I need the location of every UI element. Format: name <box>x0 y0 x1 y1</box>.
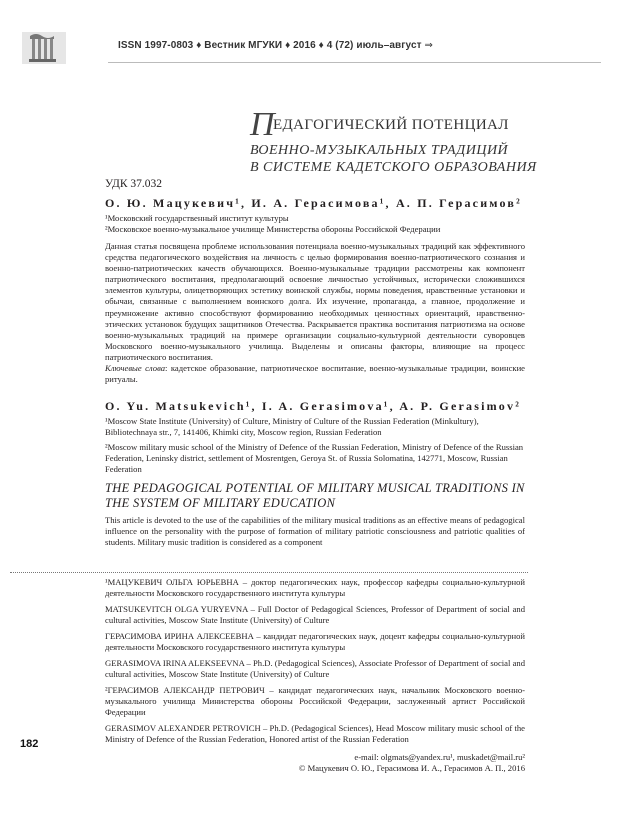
copyright-line: © Мацукевич О. Ю., Герасимова И. А., Герасимов А. П., 2016 <box>298 763 525 773</box>
affiliation-en-2: ²Moscow military music school of the Ministry of Defence of the Russian Federation, Ministry of Defence of the Russian Federation, Leninsky district, settlement of Mosrentgen, Geroya St. of Russia Solomatina, 142771, Moscow, Russian Federation <box>105 442 524 475</box>
note-matsukevich-en: MATSUKEVITCH OLGA YURYEVNA – Full Doctor of Pedagogical Sciences, Professor of Department of social and cultural activities, Moscow State Institute (University) of Culture <box>105 604 525 625</box>
affiliation-ru-2: ²Московское военно-музыкальное училище Министерства обороны Российской Федерации <box>105 224 441 234</box>
journal-header <box>14 26 604 74</box>
journal-header-text <box>118 40 433 51</box>
keywords-text: : кадетское образование, патриотическое воспитание, военно-музыкальные традиции, воинские ритуалы. <box>105 363 525 385</box>
note-gerasimova-en: GERASIMOVA IRINA ALEKSEEVNA – Ph.D. (Pedagogical Sciences), Associate Professor of Department of social and cultural activities, Moscow State Institute (University) of Culture <box>105 658 525 679</box>
title-initial: П <box>250 106 275 143</box>
title-en: THE PEDAGOGICAL POTENTIAL OF MILITARY MUSICAL TRADITIONS IN THE SYSTEM OF MILITARY EDUCATION <box>105 481 525 511</box>
note-gerasimova-ru: ГЕРАСИМОВА ИРИНА АЛЕКСЕЕВНА – кандидат педагогических наук, доцент кафедры социально-культурной деятельности Московского государственного института культуры <box>105 631 525 652</box>
affiliation-en-1: ¹Moscow State Institute (University) of Culture, Ministry of Culture of the Russian Federation (Minkultury), Bibliotechnaya str., 7, 141406, Khimki city, Moscow region, Russian Federation <box>105 416 479 438</box>
arrow-right-icon: ⇒ <box>424 40 433 51</box>
note-gerasimov-ru: ²ГЕРАСИМОВ АЛЕКСАНДР ПЕТРОВИЧ – кандидат педагогических наук, начальник Московского военно-музыкального училища Министерства обороны Российской Федерации, заслуженный артист Российской Федерации <box>105 685 525 717</box>
affiliation-ru-1: ¹Московский государственный институт культуры <box>105 213 289 223</box>
abstract-en: This article is devoted to the use of the capabilities of the military musical traditions as an effective means of pedagogical influence on the personality with the purpose of formation of military patriotic consciousness and patriotic qualities of students. Military music tradition is considered as a component <box>105 515 525 548</box>
keywords-label: Ключевые слова <box>105 363 166 374</box>
title-line-1 <box>250 108 550 142</box>
authors-ru: О. Ю. Мацукевич¹, И. А. Герасимова¹, А. П. Герасимов² <box>105 196 522 210</box>
title-line-1-rest: ЕДАГОГИЧЕСКИЙ ПОТЕНЦИАЛ <box>272 117 509 133</box>
note-matsukevich-ru: ¹МАЦУКЕВИЧ ОЛЬГА ЮРЬЕВНА – доктор педагогических наук, профессор кафедры социально-культурной деятельности Московского государственного института культуры <box>105 577 525 598</box>
article-body <box>105 178 525 549</box>
author-notes <box>105 577 525 750</box>
article-title <box>250 108 550 176</box>
note-gerasimov-en: GERASIMOV ALEXANDER PETROVICH – Ph.D. (Pedagogical Sciences), Head Moscow military music school of the Ministry of Defence of the Russian Federation, Honored artist of the Russian Federation <box>105 723 525 744</box>
abstract-ru: Данная статья посвящена проблеме использования потенциала военно-музыкальных традиций как эффективного средства педагогического воздействия на личность с целью формирования военно-патриотического сознания и военно-патриотических качеств обучающихся. Военно-музыкальные традиции рассмотрены как компонент патриотического воспитания, предполагающий освоение личностью устойчивых, исторически сложившихся элементов культуры, олицетворяющих эстетику воинской службы, нормы поведения, нравственные установки и обычаи, связанные с выполнением воинского долга. Их изучение, пропаганда, а главное, продолжение и преумножение активно способствуют формированию необходимых ценностных ориентаций, нравственно-этических установок будущих защитников Отечества. Раскрывается практика воспитания патриотизма на основе военно-музыкальных традиций на примере организации социально-культурной деятельности суворовцев Московского военно-музыкального училища. Выделены и описаны факторы, влияющие на процесс патриотического воспитания. <box>105 241 525 362</box>
title-line-2: ВОЕННО-МУЗЫКАЛЬНЫХ ТРАДИЦИЙ <box>250 143 509 158</box>
keywords-ru <box>105 363 525 385</box>
footnote-separator <box>10 572 528 573</box>
authors-en: O. Yu. Matsukevich¹, I. A. Gerasimova¹, A. P. Gerasimov² <box>105 399 521 414</box>
page-number: 182 <box>20 738 39 750</box>
udk-code: УДК 37.032 <box>105 178 162 190</box>
column-logo-icon <box>22 28 72 68</box>
header-issue-text: ISSN 1997-0803 ♦ Вестник МГУКИ ♦ 2016 ♦ 4 (72) июль–август <box>118 40 422 51</box>
contact-emails: e-mail: olgmats@yandex.ru¹, muskadet@mail.ru² <box>354 752 525 762</box>
header-rule <box>108 62 601 63</box>
contacts-block <box>105 752 525 774</box>
title-line-3: В СИСТЕМЕ КАДЕТСКОГО ОБРАЗОВАНИЯ <box>250 160 537 175</box>
